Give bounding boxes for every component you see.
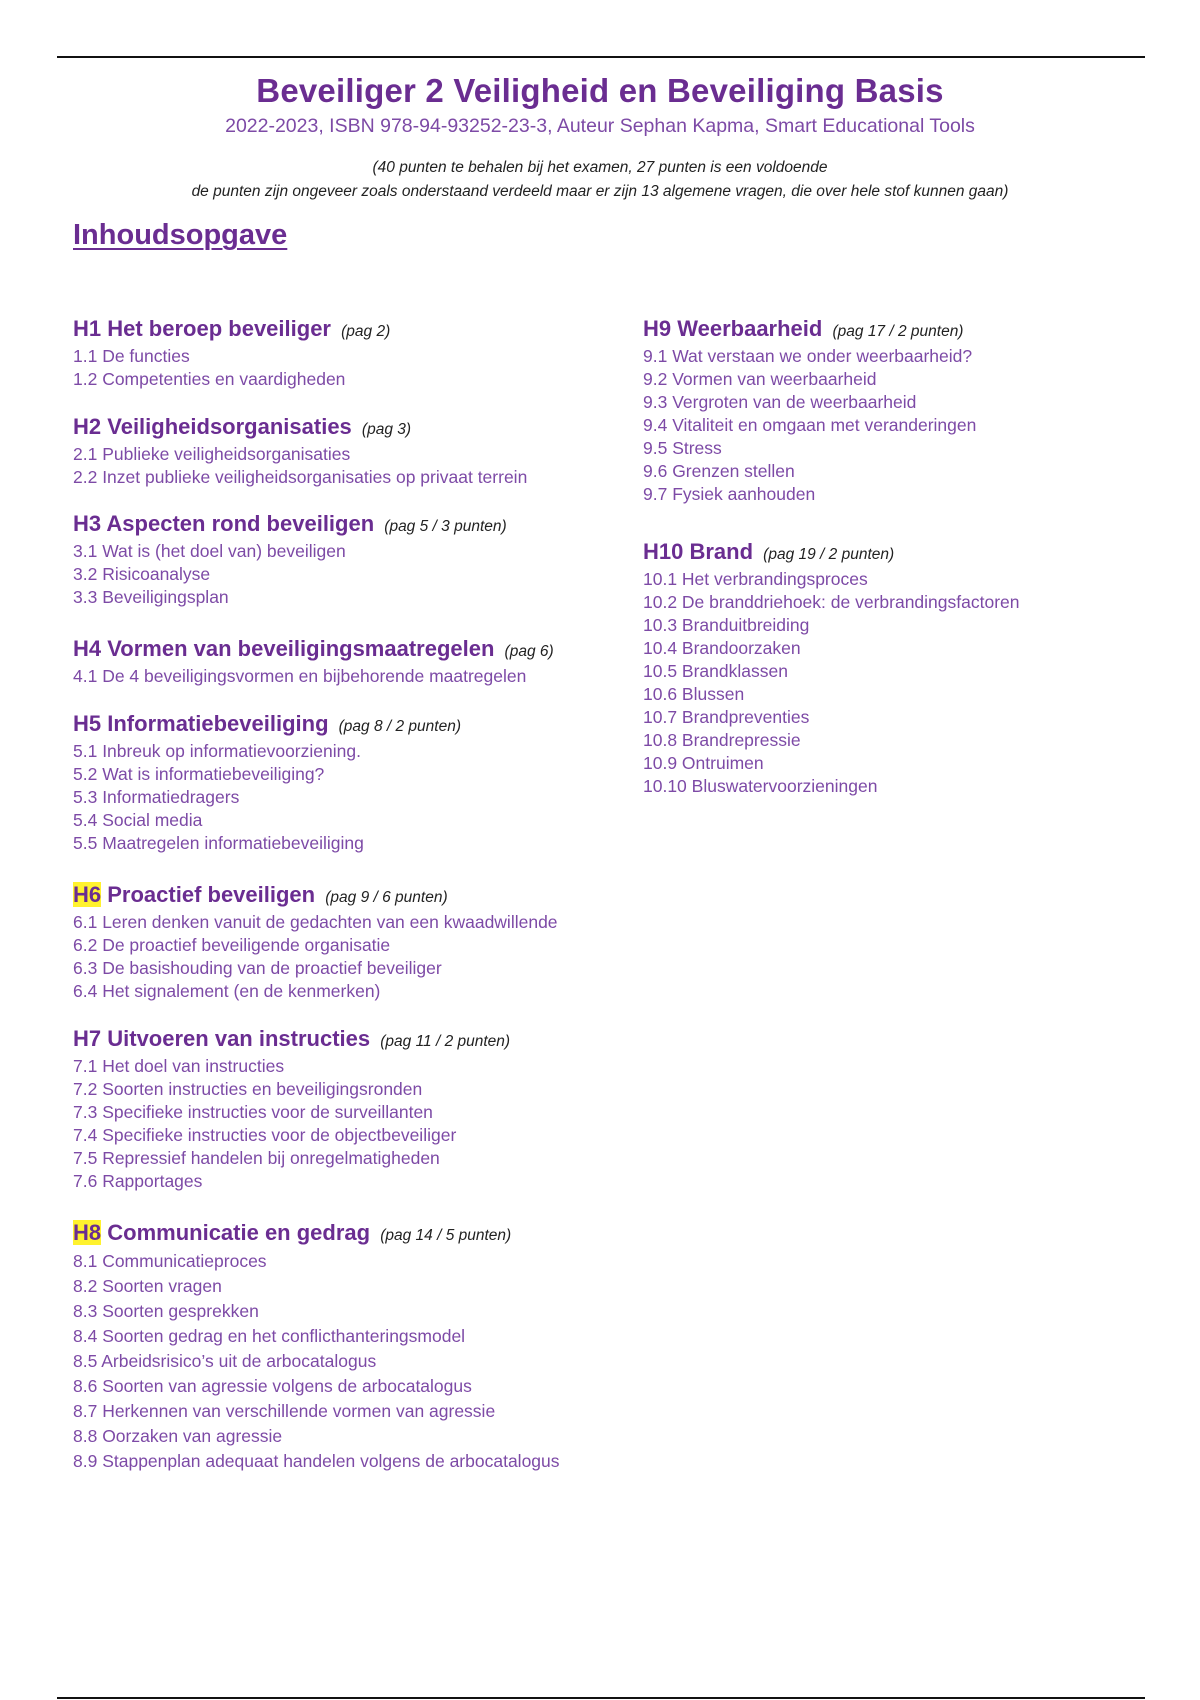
section-item: 8.4 Soorten gedrag en het conflicthanteringsmodel bbox=[73, 1326, 466, 1346]
chapter-h1 bbox=[73, 315, 390, 391]
chapter-meta: (pag 6) bbox=[504, 643, 554, 660]
section-item: 2.1 Publieke veiligheidsorganisaties bbox=[73, 444, 351, 464]
section-item: 9.7 Fysiek aanhouden bbox=[643, 484, 816, 504]
section-item: 9.4 Vitaliteit en omgaan met veranderingen bbox=[643, 415, 977, 435]
section-item: 3.3 Beveiligingsplan bbox=[73, 587, 229, 607]
section-item: 10.8 Brandrepressie bbox=[643, 730, 801, 750]
chapter-heading bbox=[73, 315, 390, 345]
section-item: 8.5 Arbeidsrisico’s uit de arbocatalogus bbox=[73, 1351, 377, 1371]
section-item: 8.6 Soorten van agressie volgens de arbocatalogus bbox=[73, 1376, 472, 1396]
chapter-h2 bbox=[73, 413, 527, 489]
section-item: 10.3 Branduitbreiding bbox=[643, 615, 810, 635]
exam-note-line-2: de punten zijn ongeveer zoals onderstaand verdeeld maar er zijn 13 algemene vragen, die over hele stof kunnen gaan) bbox=[191, 183, 1009, 200]
chapter-h3 bbox=[73, 510, 507, 609]
section-item: 8.9 Stappenplan adequaat handelen volgens de arbocatalogus bbox=[73, 1451, 560, 1471]
chapter-name: Brand bbox=[689, 539, 754, 564]
section-item: 9.1 Wat verstaan we onder weerbaarheid? bbox=[643, 346, 973, 366]
chapter-code: H7 bbox=[73, 1026, 102, 1051]
section-item: 10.6 Blussen bbox=[643, 684, 745, 704]
section-item: 9.5 Stress bbox=[643, 438, 722, 458]
section-item: 5.1 Inbreuk op informatievoorziening. bbox=[73, 741, 361, 761]
chapter-code: H10 bbox=[643, 539, 684, 564]
chapter-meta: (pag 14 / 5 punten) bbox=[380, 1227, 512, 1244]
section-item: 7.6 Rapportages bbox=[73, 1171, 203, 1191]
chapter-meta: (pag 19 / 2 punten) bbox=[763, 546, 895, 563]
section-item: 7.5 Repressief handelen bij onregelmatigheden bbox=[73, 1148, 440, 1168]
section-item: 7.3 Specifieke instructies voor de surveillanten bbox=[73, 1102, 433, 1122]
section-item: 6.1 Leren denken vanuit de gedachten van een kwaadwillende bbox=[73, 912, 558, 932]
exam-note-line-1: (40 punten te behalen bij het examen, 27 punten is een voldoende bbox=[372, 159, 828, 176]
section-item: 6.2 De proactief beveiligende organisatie bbox=[73, 935, 391, 955]
section-item: 10.4 Brandoorzaken bbox=[643, 638, 801, 658]
chapter-code: H4 bbox=[73, 636, 102, 661]
section-item: 8.2 Soorten vragen bbox=[73, 1276, 222, 1296]
chapter-name: Uitvoeren van instructies bbox=[107, 1026, 371, 1051]
top-rule bbox=[57, 56, 1145, 58]
section-item: 6.3 De basishouding van de proactief beveiliger bbox=[73, 958, 442, 978]
document-subtitle: 2022-2023, ISBN 978-94-93252-23-3, Auteur Sephan Kapma, Smart Educational Tools bbox=[225, 115, 975, 137]
chapter-meta: (pag 17 / 2 punten) bbox=[832, 323, 964, 340]
chapter-h6 bbox=[73, 881, 558, 1003]
chapter-name: Het beroep beveiliger bbox=[107, 316, 331, 341]
chapter-h10 bbox=[643, 538, 1020, 798]
document-title: Beveiliger 2 Veiligheid en Beveiliging Basis bbox=[256, 72, 944, 109]
chapter-code-highlighted: H6 bbox=[73, 882, 102, 907]
chapter-code: H1 bbox=[73, 316, 102, 341]
bottom-rule bbox=[57, 1697, 1145, 1699]
chapter-meta: (pag 11 / 2 punten) bbox=[380, 1033, 511, 1050]
section-item: 10.9 Ontruimen bbox=[643, 753, 764, 773]
section-item: 8.1 Communicatieproces bbox=[73, 1251, 267, 1271]
chapter-h7 bbox=[73, 1025, 510, 1193]
section-item: 10.1 Het verbrandingsproces bbox=[643, 569, 868, 589]
section-item: 8.7 Herkennen van verschillende vormen van agressie bbox=[73, 1401, 496, 1421]
section-item: 3.2 Risicoanalyse bbox=[73, 564, 211, 584]
chapter-heading bbox=[73, 510, 507, 540]
section-item: 8.3 Soorten gesprekken bbox=[73, 1301, 259, 1321]
section-item: 10.5 Brandklassen bbox=[643, 661, 788, 681]
chapter-name: Communicatie en gedrag bbox=[107, 1220, 371, 1245]
chapter-code: H9 bbox=[643, 316, 672, 341]
chapter-heading bbox=[73, 413, 527, 443]
chapter-h9 bbox=[643, 315, 976, 506]
chapter-meta: (pag 3) bbox=[361, 421, 412, 438]
chapter-name: Informatiebeveiliging bbox=[107, 711, 329, 736]
chapter-heading bbox=[643, 538, 1020, 568]
section-item: 8.8 Oorzaken van agressie bbox=[73, 1426, 283, 1446]
chapter-h4 bbox=[73, 635, 554, 688]
chapter-name: Weerbaarheid bbox=[677, 316, 823, 341]
chapter-heading bbox=[73, 1219, 560, 1249]
toc-title: Inhoudsopgave bbox=[73, 219, 288, 251]
chapter-meta: (pag 9 / 6 punten) bbox=[325, 889, 448, 906]
section-item: 5.3 Informatiedragers bbox=[73, 787, 240, 807]
section-item: 6.4 Het signalement (en de kenmerken) bbox=[73, 981, 381, 1001]
section-item: 5.2 Wat is informatiebeveiliging? bbox=[73, 764, 325, 784]
section-item: 9.6 Grenzen stellen bbox=[643, 461, 795, 481]
section-item: 4.1 De 4 beveiligingsvormen en bijbehorende maatregelen bbox=[73, 666, 527, 686]
chapter-code: H2 bbox=[73, 414, 102, 439]
chapter-name: Proactief beveiligen bbox=[107, 882, 316, 907]
section-item: 3.1 Wat is (het doel van) beveiligen bbox=[73, 541, 346, 561]
section-item: 7.2 Soorten instructies en beveiligingsronden bbox=[73, 1079, 423, 1099]
section-item: 7.1 Het doel van instructies bbox=[73, 1056, 285, 1076]
chapter-h5 bbox=[73, 710, 461, 855]
section-item: 7.4 Specifieke instructies voor de objectbeveiliger bbox=[73, 1125, 457, 1145]
chapter-heading bbox=[73, 635, 554, 665]
chapter-meta: (pag 2) bbox=[341, 323, 391, 340]
chapter-h8 bbox=[73, 1219, 560, 1474]
chapter-heading bbox=[73, 1025, 510, 1055]
section-item: 10.7 Brandpreventies bbox=[643, 707, 810, 727]
section-item: 10.2 De branddriehoek: de verbrandingsfactoren bbox=[643, 592, 1020, 612]
section-item: 1.2 Competenties en vaardigheden bbox=[73, 369, 346, 389]
chapter-name: Vormen van beveiligingsmaatregelen bbox=[107, 636, 495, 661]
section-item: 9.2 Vormen van weerbaarheid bbox=[643, 369, 877, 389]
section-item: 5.4 Social media bbox=[73, 810, 203, 830]
chapter-heading bbox=[73, 710, 461, 740]
chapter-name: Veiligheidsorganisaties bbox=[107, 414, 352, 439]
chapter-name: Aspecten rond beveiligen bbox=[106, 511, 375, 536]
section-item: 2.2 Inzet publieke veiligheidsorganisaties op privaat terrein bbox=[73, 467, 528, 487]
chapter-code: H5 bbox=[73, 711, 102, 736]
chapter-heading bbox=[73, 881, 558, 911]
chapter-meta: (pag 8 / 2 punten) bbox=[338, 718, 462, 735]
section-item: 5.5 Maatregelen informatiebeveiliging bbox=[73, 833, 364, 853]
chapter-heading bbox=[643, 315, 976, 345]
section-item: 9.3 Vergroten van de weerbaarheid bbox=[643, 392, 917, 412]
chapter-code: H3 bbox=[73, 511, 102, 536]
section-item: 10.10 Bluswatervoorzieningen bbox=[643, 776, 878, 796]
chapter-meta: (pag 5 / 3 punten) bbox=[384, 518, 507, 535]
chapter-code-highlighted: H8 bbox=[73, 1220, 102, 1245]
section-item: 1.1 De functies bbox=[73, 346, 190, 366]
